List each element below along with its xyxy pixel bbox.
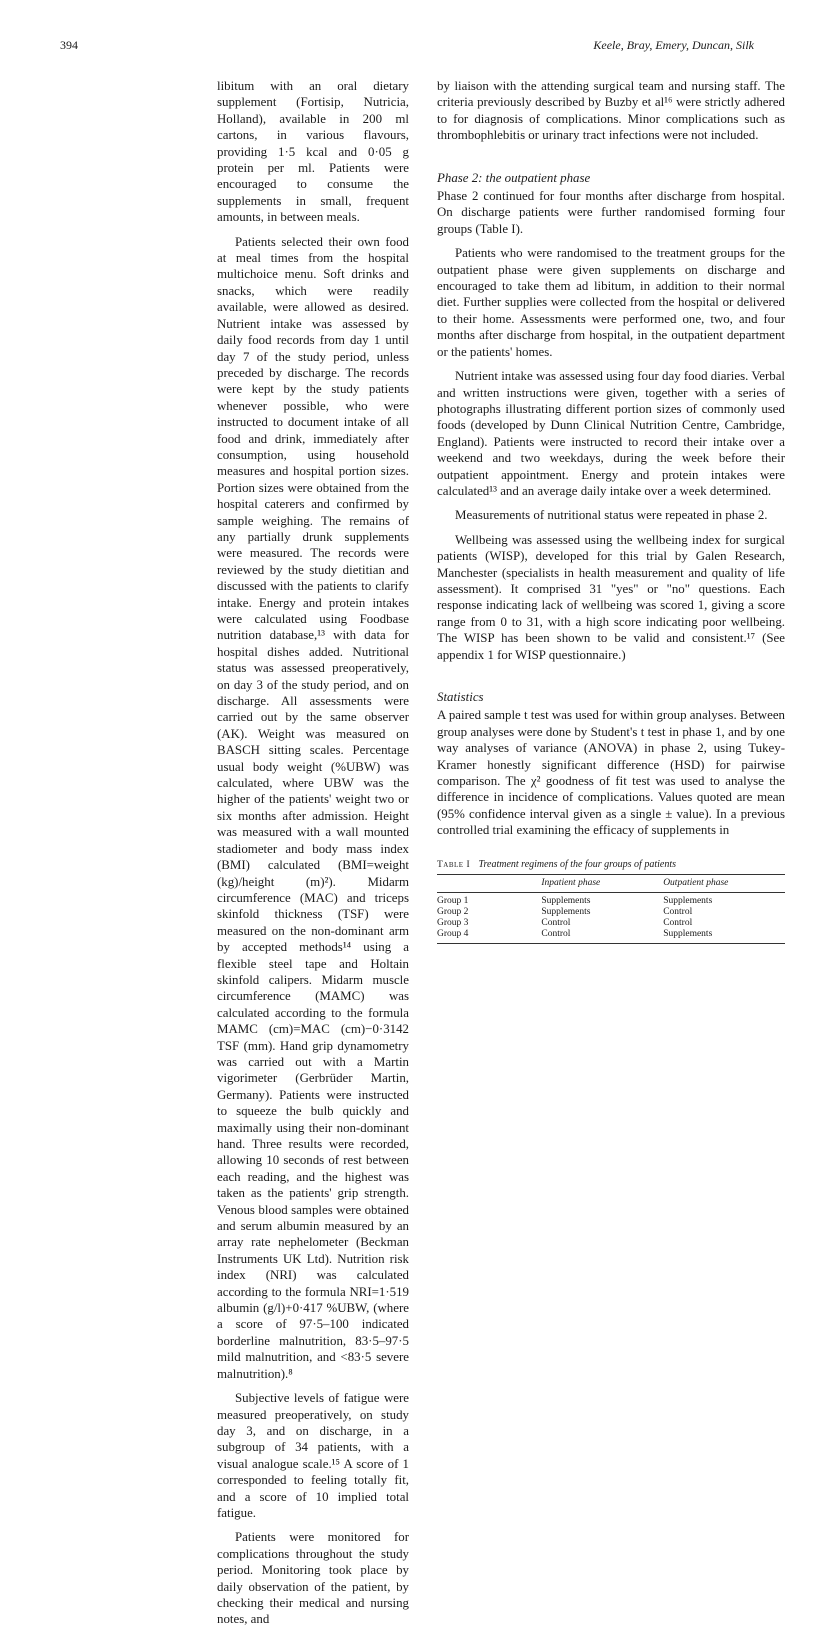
table-row bbox=[437, 929, 785, 944]
table-cell: Control bbox=[663, 917, 693, 928]
table-header-row bbox=[437, 874, 785, 892]
right-paragraph-3: Patients who were randomised to the treatment groups for the outpatient phase were given supplements on discharge and encouraged to take them ad libitum, in addition to their normal diet. Further supplies were collected from the hospital or delivered to their home. Assessments were performed one, two, and four months after discharge from hospital, in the outpatient department or the patients' homes. bbox=[437, 246, 785, 359]
table-header-cell: Inpatient phase bbox=[541, 874, 663, 892]
running-head-authors: Keele, Bray, Emery, Duncan, Silk bbox=[593, 38, 754, 52]
table-row bbox=[437, 892, 785, 907]
table-row bbox=[437, 918, 785, 929]
section-heading-phase-2: Phase 2: the outpatient phase bbox=[437, 170, 591, 185]
table-cell: Group 3 bbox=[437, 917, 469, 928]
section-heading-statistics: Statistics bbox=[437, 690, 484, 704]
right-paragraph-4: Nutrient intake was assessed using four day food diaries. Verbal and written instructions were given, together with a series of photographs illustrating different portion sizes of commonly used foods (developed by Dunn Clinical Nutrition Centre, Cambridge, England). Patients were instructed to record their intake over a weekend and two weekdays, during the week before their outpatient appointment. Energy and protein intakes were calculated¹³ and an average daily intake over a week determined. bbox=[437, 369, 785, 498]
table-label: Table I bbox=[437, 859, 471, 870]
table-cell: Control bbox=[541, 928, 571, 939]
right-paragraph-5: Measurements of nutritional status were repeated in phase 2. bbox=[455, 508, 768, 523]
table-cell: Supplements bbox=[663, 895, 713, 906]
table-cell: Control bbox=[541, 917, 571, 928]
right-paragraph-1: by liaison with the attending surgical team and nursing staff. The criteria previously described by Buzby et al¹⁶ were strictly adhered to for diagnosis of complications. Minor complications such as thrombophlebitis or urinary tract infections were not included. bbox=[437, 79, 785, 143]
left-paragraph-4: Patients were monitored for complications throughout the study period. Monitoring took place by daily observation of the patient, by checking their medical and nursing notes, and bbox=[217, 1530, 409, 1627]
table-cell: Group 4 bbox=[437, 928, 469, 939]
table-header-cell bbox=[437, 874, 541, 892]
table-cell: Supplements bbox=[541, 895, 591, 906]
table-cell: Group 1 bbox=[437, 895, 469, 906]
page-number: 394 bbox=[60, 38, 78, 52]
right-column bbox=[437, 78, 785, 944]
table-row bbox=[437, 907, 785, 918]
table-cell: Group 2 bbox=[437, 906, 469, 917]
table-1 bbox=[437, 859, 785, 944]
right-paragraph-2: Phase 2 continued for four months after discharge from hospital. On discharge patients were further randomised forming four groups (Table I). bbox=[437, 189, 785, 236]
left-paragraph-1: libitum with an oral dietary supplement (Fortisip, Nutricia, Holland), available in 200 ml cartons, in various flavours, providing 1·5 kcal and 0·05 g protein per ml. Patients were encouraged to consume the supplements in small, frequent amounts, in between meals. bbox=[217, 79, 409, 225]
treatment-regimens-table bbox=[437, 874, 785, 944]
table-cell: Supplements bbox=[541, 906, 591, 917]
right-paragraph-6: Wellbeing was assessed using the wellbeing index for surgical patients (WISP), developed for this trial by Galen Research, Manchester (specialists in health measurement and quality of life assessment). It comprised 31 "yes" or "no" questions. Each response indicating lack of wellbeing was scored 1, giving a score range from 0 to 31, with a high score indicating poor wellbeing. The WISP has been shown to be valid and consistent.¹⁷ (See appendix 1 for WISP questionnaire.) bbox=[437, 532, 785, 662]
right-paragraph-7: A paired sample t test was used for within group analyses. Between group analyses were done by Student's t test in phase 1, and by one way analyses of variance (ANOVA) in phase 2, using Tukey-Kramer honestly significant difference (HSD) for pairwise comparison. The χ² goodness of fit test was used to analyse the difference in incidence of complications. Values quoted are mean (95% confidence interval given as a single ± value). In a previous controlled trial examining the efficacy of supplements in bbox=[437, 708, 785, 838]
table-cell: Supplements bbox=[663, 928, 713, 939]
table-caption bbox=[437, 859, 785, 871]
table-title: Treatment regimens of the four groups of patients bbox=[478, 858, 676, 870]
left-paragraph-3: Subjective levels of fatigue were measured preoperatively, on study day 3, and on discharge, in a subgroup of 34 patients, with a visual analogue scale.¹⁵ A score of 1 corresponded to feeling totally fit, and a score of 10 implied total fatigue. bbox=[217, 1391, 409, 1520]
table-header-cell: Outpatient phase bbox=[663, 874, 785, 892]
table-cell: Control bbox=[663, 906, 693, 917]
left-paragraph-2: Patients selected their own food at meal times from the hospital multichoice menu. Soft drinks and snacks, which were readily available, were allowed as desired. Nutrient intake was assessed by daily food records from day 1 until day 7 of the study period, unless preceded by discharge. The records were kept by the study patients whenever possible, who were instructed to document intake of all food and drink, immediately after consumption, using household measures and hospital portion sizes. Portion sizes were obtained from the hospital caterers and confirmed by sample weighing. The remains of any partially drunk supplements were measured. The records were reviewed by the study dietitian and discussed with the patients to clarify intake. Energy and protein intakes were calculated using Foodbase nutrition database,¹³ with data for hospital dishes added. Nutritional status was assessed preoperatively, on day 3 of the study period, and on discharge. All assessments were carried out by the same observer (AK). Weight was measured on BASCH sitting scales. Percentage usual body weight (%UBW) was calculated, where UBW was the higher of the patients' weight two or six months after admission. Height was measured with a wall mounted stadiometer and body mass index (BMI) calculated (BMI=weight (kg)/height (m)²). Midarm circumference (MAC) and triceps skinfold thickness (TSF) were measured on the non-dominant arm by accepted methods¹⁴ using a flexible steel tape and Holtain skinfold calipers. Midarm muscle circumference (MAMC) was calculated according to the formula MAMC (cm)=MAC (cm)−0·3142 TSF (mm). Hand grip dynamometry was carried out with a Martin vigorimeter (Gerbrüder Martin, Germany). Patients were instructed to squeeze the bulb quickly and maximally using their non-dominant hand. Three results were recorded, allowing 10 seconds of rest between each reading, and the highest was taken as the patients' grip strength. Venous blood samples were obtained and serum albumin measured by an array rate nephelometer (Beckman Instruments UK Ltd). Nutrition risk index (NRI) was calculated according to the formula NRI=1·519 albumin (g/l)+0·417 %UBW, (where a score of 97·5–100 indicated borderline malnutrition, 83·5–97·5 mild malnutrition, and <83·5 severe malnutrition).⁸ bbox=[217, 234, 409, 1381]
left-column bbox=[217, 78, 409, 1628]
